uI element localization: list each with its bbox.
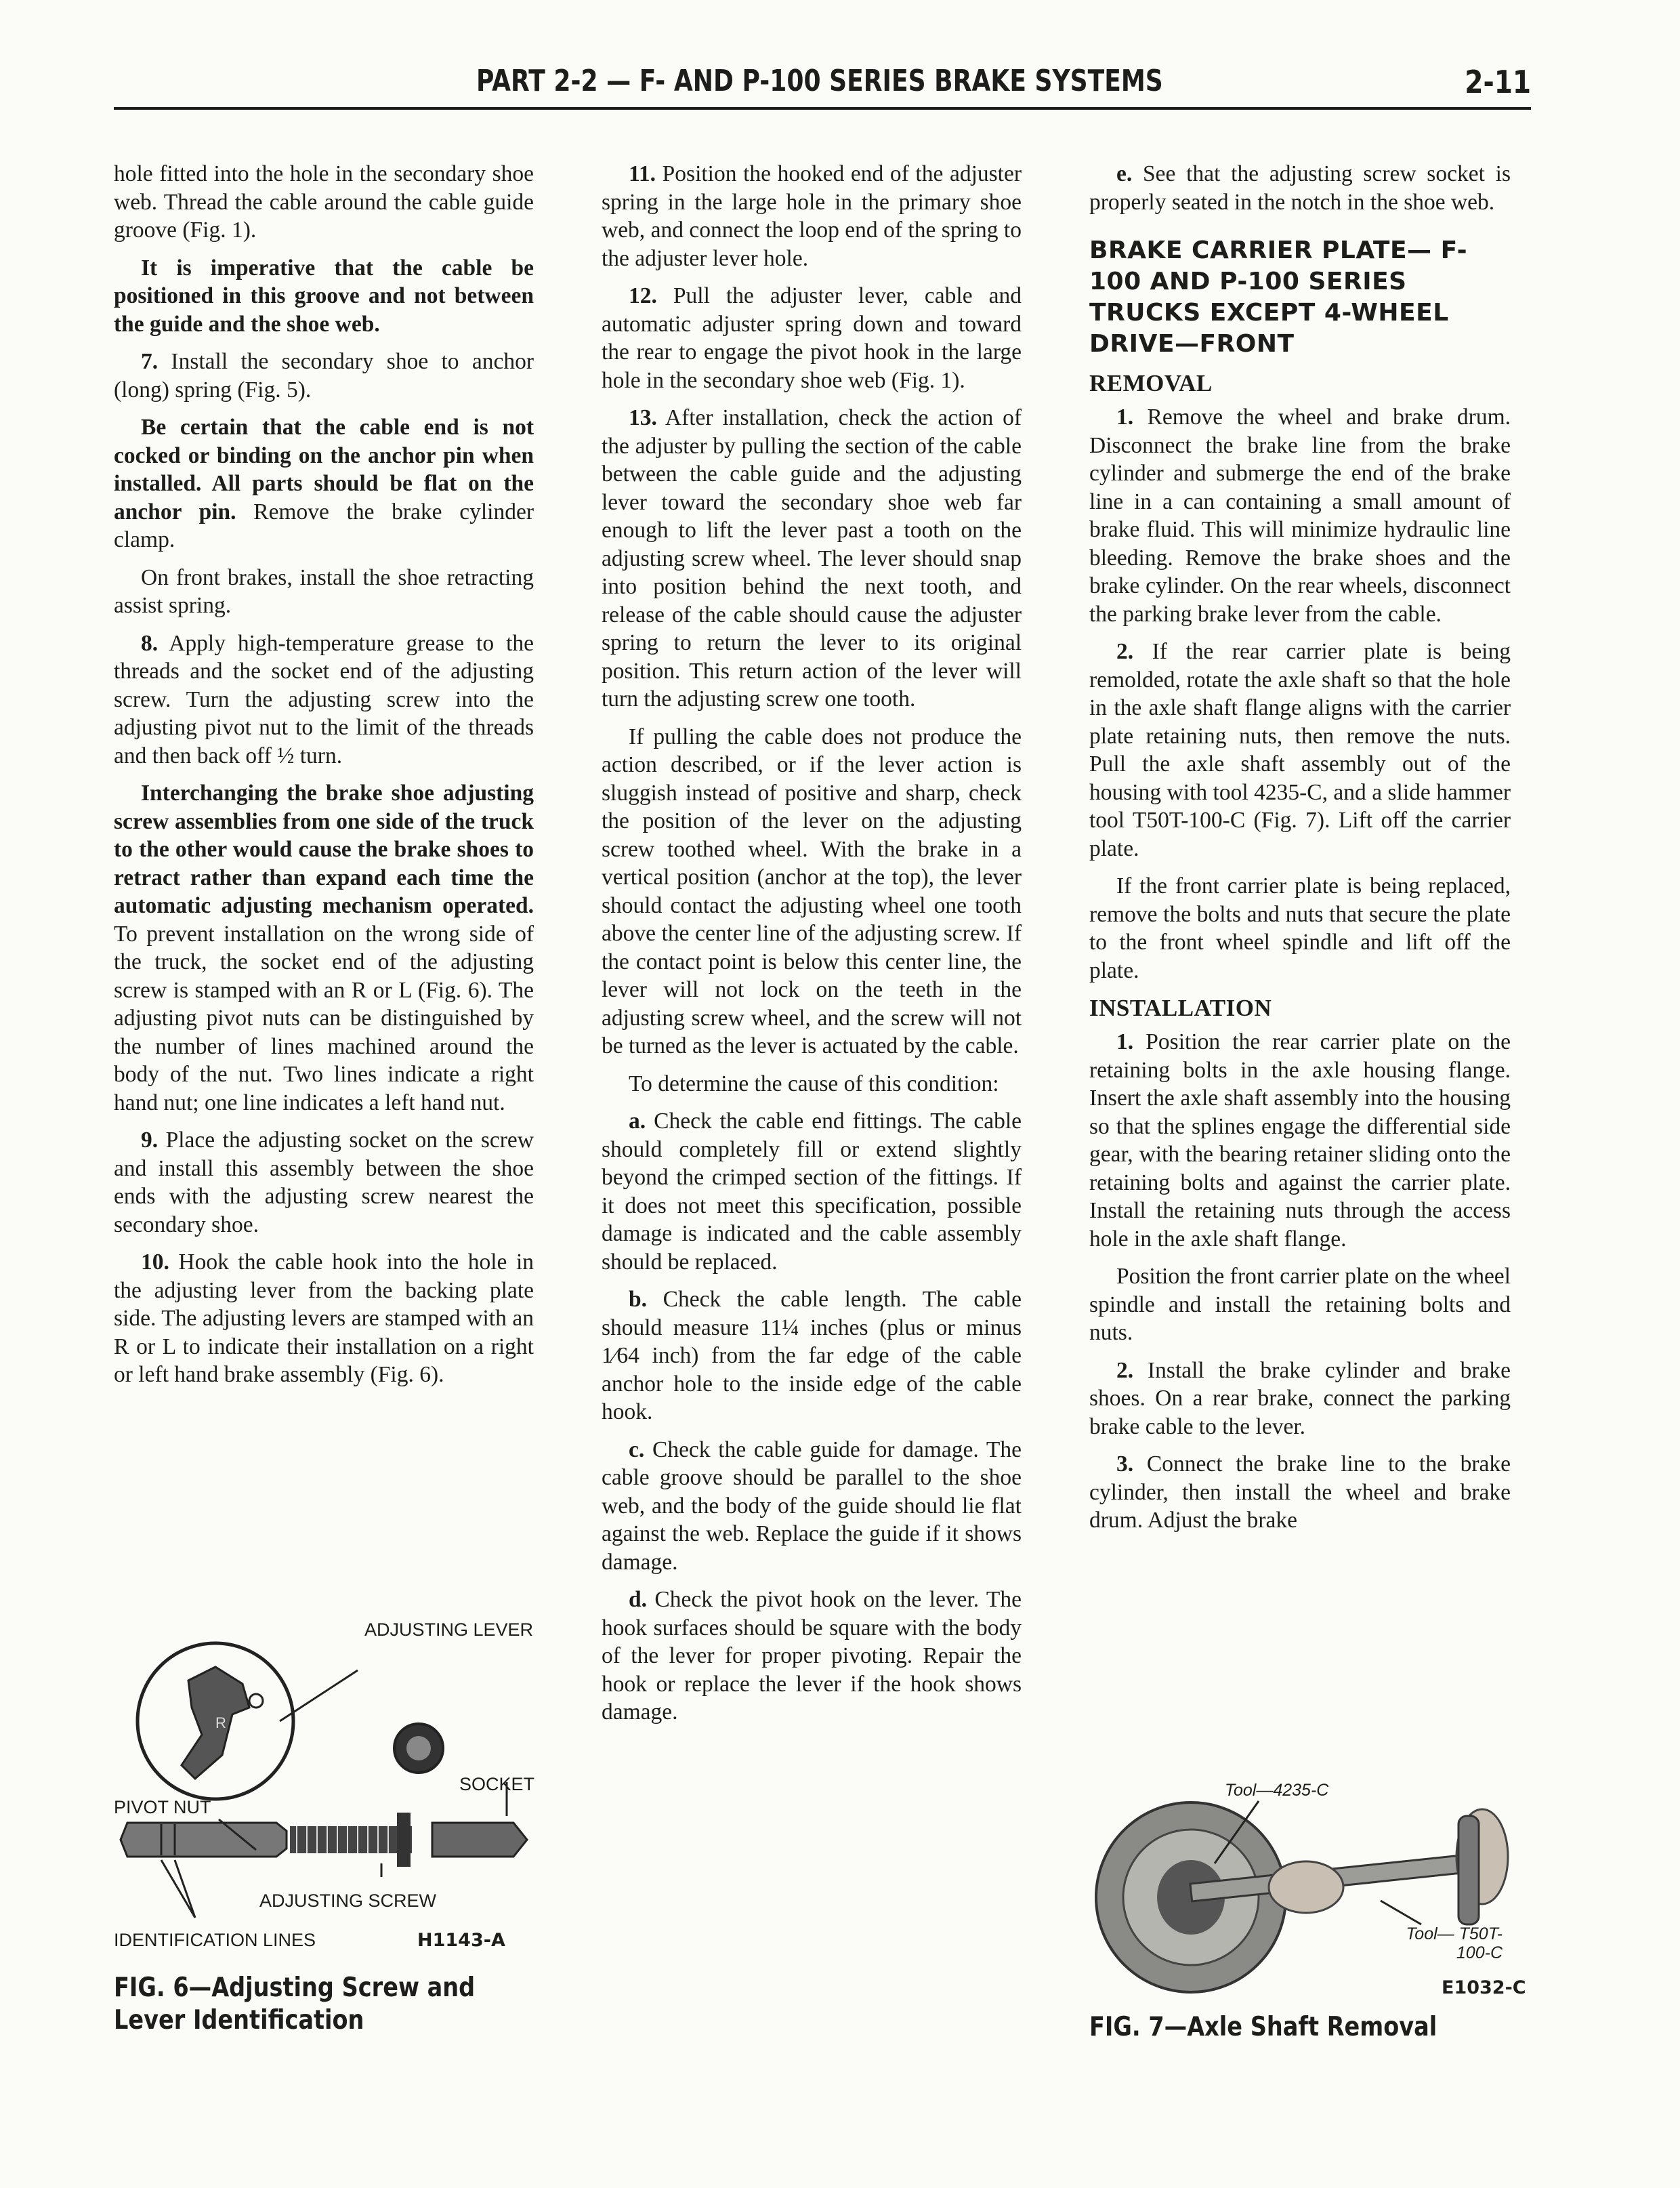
bold-text: Interchanging the brake shoe adjusting screw assemblies from one side of the truck to the other would cause the brake shoes to retract rather than expand each time the automatic adjusting mechanism operated. [114,781,534,918]
step-text: Place the adjusting socket on the screw and install this assembly between the shoe ends with the adjusting screw nearest the secondary shoe. [114,1128,534,1237]
step-number: 2. [1116,1357,1134,1383]
figure-code: H1143-A [417,1930,505,1951]
step-text: If the rear carrier plate is being remolded, rotate the axle shaft so that the hole in the axle shaft flange aligns with the carrier plate retaining nuts, then remove the nuts. Pull the axle shaft assembly out of the housing with tool 4235-C, and a slide hammer tool T50T-100-C (Fig. 7). Lift off the carrier plate. [1089,639,1511,861]
paragraph: Position the front carrier plate on the wheel spindle and install the retaining bolts and nuts. [1089,1264,1511,1345]
paragraph: To determine the cause of this condition: [629,1071,999,1096]
check-paragraph [602,1436,1022,1577]
installation-heading: INSTALLATION [1089,995,1272,1021]
step-number: 12. [629,283,657,308]
label-identification-lines: IDENTIFICATION LINES [114,1930,316,1950]
step-text: Install the secondary shoe to anchor (long) spring (Fig. 5). [114,349,534,402]
step-number: 13. [629,405,657,430]
step-paragraph [1089,403,1511,628]
step-number: 9. [141,1128,159,1153]
step-paragraph [1089,1450,1511,1535]
text: Remove the brake cylinder clamp. [114,499,534,552]
step-text: Apply high-temperature grease to the threads and the socket end of the adjusting screw. Turn the adjusting screw into the adjusting pivot nut to the limit of the threads and then back off ½ turn. [114,630,534,768]
paragraph: If the front carrier plate is being replaced, remove the bolts and nuts that secure the plate to the front wheel spindle and lift off the plate. [1089,873,1511,983]
header-title: PART 2-2 — F- AND P-100 SERIES BRAKE SYSTEMS [476,64,1163,98]
step-number: 7. [141,349,159,374]
figure-6 [114,1619,534,2060]
step-paragraph [114,629,534,770]
section-title: BRAKE CARRIER PLATE— F-100 AND P-100 SERIES TRUCKS EXCEPT 4-WHEEL DRIVE—FRONT [1089,236,1468,358]
lever-stamp: R [215,1714,226,1731]
label-adjusting-screw: ADJUSTING SCREW [259,1891,437,1911]
check-text: Check the cable end fittings. The cable should completely fill or extend slightly beyond the crimped section of the fittings. If it does not meet this specification, possible damage is indicated and the cable assembly should be replaced. [602,1109,1022,1275]
step-number: 1. [1116,405,1134,430]
step-paragraph [602,282,1022,394]
step-paragraph [114,1248,534,1389]
step-number: 1. [1116,1029,1134,1054]
label-tool-t50t: Tool— T50T-100-C [1406,1924,1503,1962]
axle-shaft-removal-photo [1089,1789,1511,2006]
adjusting-screw-illustration [114,1619,534,1972]
figure-caption: FIG. 7—Axle Shaft Removal [1089,2012,1437,2042]
step-paragraph [1089,638,1511,863]
step-paragraph [1089,1028,1511,1253]
check-text: Check the pivot hook on the lever. The hook surfaces should be square with the body of the lever for proper pivoting. Repair the hook or replace the lever if the hook shows damage. [602,1587,1022,1725]
check-paragraph [602,1285,1022,1426]
check-paragraph [602,1586,1022,1727]
column-3 [1089,160,1511,1544]
check-paragraph [602,1107,1022,1276]
caution-paragraph [114,413,534,554]
step-number: 3. [1116,1451,1134,1477]
step-number: 8. [141,630,159,656]
column-1 [114,160,534,1399]
bold-text: Be certain that the cable end is not cocked or binding on the anchor pin when installed. All parts should be flat on the anchor pin. [114,415,534,524]
step-text: Hook the cable hook into the hole in the adjusting lever from the backing plate side. The adjusting levers are stamped with an R or L to indicate their installation on a right or left hand brake assembly (Fig. 6). [114,1250,534,1387]
step-number: 10. [141,1250,169,1275]
step-text: Install the brake cylinder and brake shoes. On a rear brake, connect the parking brake cable to the lever. [1089,1357,1511,1439]
caution-paragraph [114,779,534,1117]
step-text: Position the rear carrier plate on the retaining bolts in the axle housing flange. Insert the axle shaft assembly into the housing so that the splines engage the differential side gear, with the bearing retainer sliding onto the retaining bolts and against the carrier plate. Install the retaining nuts through the access hole in the axle shaft flange. [1089,1029,1511,1252]
label-tool-4235c: Tool—4235-C [1225,1781,1329,1800]
step-text: After installation, check the action of the adjuster by pulling the section of the cable between the cable guide and the adjusting lever toward the secondary shoe web far enough to lift the lever past a tooth on the adjusting screw wheel. The lever should snap into position behind the next tooth, and release of the cable should cause the adjuster spring to return the lever to its original position. This return action of the lever will turn the adjusting screw one tooth. [602,405,1022,711]
check-letter: c. [629,1437,645,1462]
figure-7 [1089,1781,1526,2060]
paragraph: hole fitted into the hole in the secondary shoe web. Thread the cable around the cable guide groove (Fig. 1). [114,161,534,243]
check-letter: a. [629,1109,646,1134]
label-pivot-nut: PIVOT NUT [114,1797,211,1817]
page-header [114,60,1531,110]
step-text: Position the hooked end of the adjuster spring in the large hole in the primary shoe web, and connect the loop end of the spring to the adjuster lever hole. [602,161,1022,271]
check-letter: b. [629,1287,648,1312]
step-paragraph [114,1126,534,1239]
label-socket: SOCKET [459,1774,535,1794]
step-paragraph [114,348,534,404]
check-text: See that the adjusting screw socket is properly seated in the notch in the shoe web. [1089,161,1511,215]
column-2 [602,160,1022,1736]
step-number: 2. [1116,639,1134,664]
removal-heading: REMOVAL [1089,370,1213,396]
step-paragraph [1089,1357,1511,1441]
figure-code: E1032-C [1442,1977,1526,1998]
check-letter: e. [1116,161,1133,186]
paragraph: If pulling the cable does not produce the action described, or if the lever action is sluggish instead of positive and sharp, check the position of the lever on the adjusting screw toothed wheel. With the brake in a vertical position (anchor at the top), the lever should contact the adjusting wheel one tooth above the center line of the adjusting screw. If the contact point is below this center line, the lever will not lock on the teeth in the adjusting screw wheel, and the screw will not be turned as the lever is actuated by the cable. [602,724,1022,1058]
label-adjusting-lever: ADJUSTING LEVER [364,1619,534,1640]
step-text: Pull the adjuster lever, cable and automatic adjuster spring down and toward the rear to engage the pivot hook in the large hole in the secondary shoe web (Fig. 1). [602,283,1022,393]
step-text: Connect the brake line to the brake cylinder, then install the wheel and brake drum. Adjust the brake [1089,1451,1511,1533]
check-text: Check the cable length. The cable should measure 11¼ inches (plus or minus 1⁄64 inch) from the far edge of the cable anchor hole to the inside edge of the cable hook. [602,1287,1022,1424]
paragraph: On front brakes, install the shoe retracting assist spring. [114,564,534,618]
figure-caption: FIG. 6—Adjusting Screw and Lever Identification [114,1973,476,2036]
check-text: Check the cable guide for damage. The cable groove should be parallel to the shoe web, and the body of the guide should lie flat against the web. Replace the guide if it shows damage. [602,1437,1022,1575]
text: To prevent installation on the wrong side of the truck, the socket end of the adjusting screw is stamped with an R or L (Fig. 6). The adjusting pivot nuts can be distinguished by the number of lines machined around the body of the nut. Two lines indicate a right hand nut; one line indicates a left hand nut. [114,921,534,1115]
step-text: Remove the wheel and brake drum. Disconnect the brake line from the brake cylinder and submerge the end of the brake line in a can containing a small amount of brake fluid. This will minimize hydraulic line bleeding. Remove the brake shoes and the brake cylinder. On the rear wheels, disconnect the parking brake lever from the cable. [1089,405,1511,627]
step-number: 11. [629,161,656,186]
caution-paragraph: It is imperative that the cable be positioned in this groove and not between the guide and the shoe web. [114,255,534,337]
step-paragraph [602,160,1022,272]
page-number: 2-11 [1465,64,1531,100]
step-paragraph [602,404,1022,714]
check-paragraph [1089,160,1511,216]
check-letter: d. [629,1587,648,1612]
